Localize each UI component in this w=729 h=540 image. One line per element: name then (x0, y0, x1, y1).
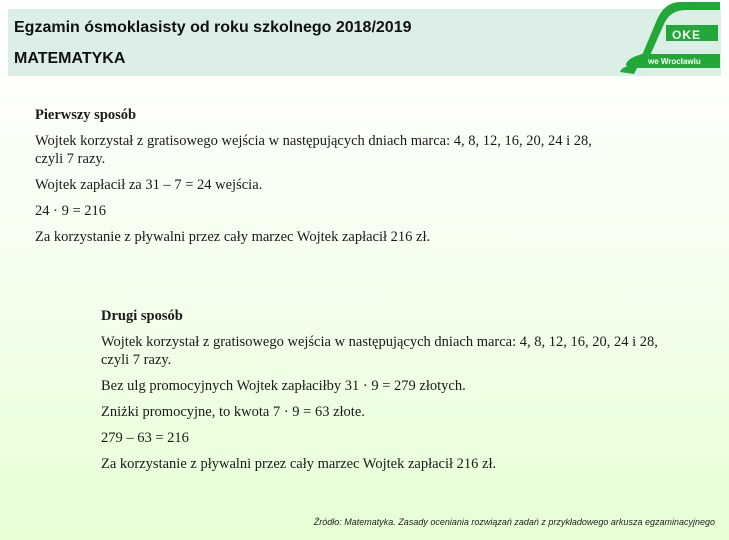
source-note: Źródło: Matematyka. Zasady oceniania rozwiązań zadań z przykładowego arkusza egzaminacyjnego (313, 517, 715, 527)
logo-sub-text: we Wrocławiu (648, 57, 701, 66)
method-2-line: Zniżki promocyjne, to kwota 7 · 9 = 63 złote. (101, 404, 365, 420)
exam-title: Egzamin ósmoklasisty od roku szkolnego 2018/2019 (14, 19, 412, 36)
method-2-heading: Drugi sposób (101, 308, 183, 324)
method-2-line: Wojtek korzystał z gratisowego wejścia w następujących dniach marca: 4, 8, 12, 16, 20, 24 i 28, czyli 7 razy. (101, 334, 658, 368)
method-1-line: Wojtek zapłacił za 31 – 7 = 24 wejścia. (35, 177, 263, 193)
method-1-line: Za korzystanie z pływalni przez cały marzec Wojtek zapłacił 216 zł. (35, 229, 431, 245)
method-2-line: Za korzystanie z pływalni przez cały marzec Wojtek zapłacił 216 zł. (101, 456, 497, 472)
logo-main-text: OKE (672, 28, 702, 42)
method-1-line: 24 · 9 = 216 (35, 203, 107, 219)
method-1-heading: Pierwszy sposób (35, 107, 137, 123)
subject-title: MATEMATYKA (14, 50, 126, 67)
method-1-block (35, 106, 675, 254)
method-2-line: Bez ulg promocyjnych Wojtek zapłaciłby 31 · 9 = 279 złotych. (101, 378, 466, 394)
oke-logo (612, 0, 722, 76)
method-2-line: 279 – 63 = 216 (101, 430, 189, 446)
method-2-block (101, 307, 721, 481)
method-1-line: Wojtek korzystał z gratisowego wejścia w następujących dniach marca: 4, 8, 12, 16, 20, 24 i 28, czyli 7 razy. (35, 133, 592, 167)
